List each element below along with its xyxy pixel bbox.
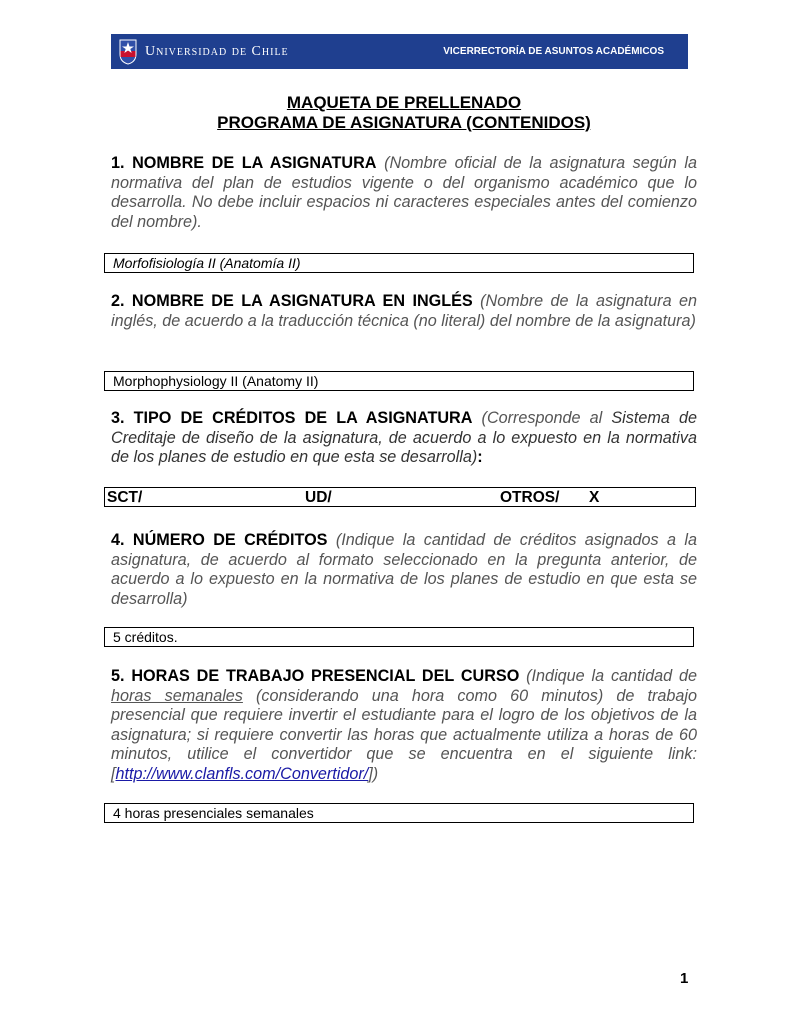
section-4-heading: 4. NÚMERO DE CRÉDITOS bbox=[111, 531, 328, 549]
section-3-note-a: (Corresponde al bbox=[472, 409, 603, 427]
section-5-note-a: (Indique la cantidad de bbox=[519, 667, 697, 685]
page-title bbox=[111, 93, 697, 133]
section-4-note: (Indique la cantidad de créditos asignados a la asignatura, de acuerdo al formato seleccionado en la pregunta anterior, de acuerdo a lo expuesto en la normativa de los planes de estudio en que esta se desarrolla) bbox=[111, 531, 697, 608]
subject-name-field bbox=[104, 253, 694, 273]
section-1-heading: 1. NOMBRE DE LA ASIGNATURA bbox=[111, 154, 377, 172]
section-1-note: (Nombre oficial de la asignatura según la normativa del plan de estudios vigente o del organismo académico que lo desarrolla. No debe incluir espacios ni caracteres especiales antes del comienzo del nombre). bbox=[111, 154, 697, 231]
header-banner bbox=[111, 34, 688, 69]
section-1 bbox=[111, 154, 697, 232]
converter-link[interactable]: http://www.clanfls.com/Convertidor/ bbox=[115, 764, 369, 783]
section-5-heading: 5. HORAS DE TRABAJO PRESENCIAL DEL CURSO bbox=[111, 667, 520, 685]
section-2-note: (Nombre de la asignatura en inglés, de acuerdo a la traducción técnica (no literal) del nombre de la asignatura) bbox=[111, 292, 698, 330]
page-number: 1 bbox=[680, 970, 689, 987]
university-crest-icon bbox=[119, 39, 137, 65]
credit-ud: UD/ bbox=[305, 489, 332, 506]
credit-selected-mark: X bbox=[589, 489, 600, 506]
section-5-note-c: ]) bbox=[368, 764, 379, 783]
hours-field bbox=[104, 803, 694, 823]
hours-value: 4 horas presenciales semanales bbox=[113, 805, 314, 821]
subject-name-value: Morfofisiología II (Anatomía II) bbox=[113, 255, 301, 271]
section-5 bbox=[111, 667, 697, 784]
title-line-2: PROGRAMA DE ASIGNATURA (CONTENIDOS) bbox=[217, 113, 591, 132]
office-name: VICERRECTORÍA DE ASUNTOS ACADÉMICOS bbox=[443, 46, 664, 57]
title-line-1: MAQUETA DE PRELLENADO bbox=[286, 93, 522, 112]
credit-type-field bbox=[104, 487, 696, 507]
credits-value: 5 créditos. bbox=[113, 629, 178, 645]
section-3 bbox=[111, 409, 697, 468]
credits-field bbox=[104, 627, 694, 647]
section-5-note-underlined: horas semanales bbox=[111, 686, 243, 705]
section-5-note-b: (considerando una hora como 60 minutos) de trabajo presencial que requiere invertir el estudiante para el logro de los objetivos de la asignatura; si requiere convertir las horas que actualmente utiliza a horas de 60 minutos, utilice el convertidor que se encuentra en el siguiente link: [ bbox=[111, 686, 697, 783]
section-2 bbox=[111, 292, 697, 331]
section-4 bbox=[111, 531, 697, 609]
english-name-value: Morphophysiology II (Anatomy II) bbox=[113, 373, 319, 389]
credit-sct: SCT/ bbox=[107, 489, 143, 506]
university-name: Universidad de Chile bbox=[145, 43, 289, 59]
section-2-heading: 2. NOMBRE DE LA ASIGNATURA EN INGLÉS bbox=[111, 292, 473, 310]
credit-otros: OTROS/ bbox=[500, 489, 560, 506]
section-3-note-b: Sistema de Creditaje de diseño de la asignatura, de acuerdo a lo expuesto en la normativa de los planes de estudio en que esta se desarrolla) bbox=[111, 409, 697, 466]
english-name-field bbox=[104, 371, 694, 391]
section-3-colon: : bbox=[477, 448, 483, 466]
section-3-heading: 3. TIPO DE CRÉDITOS DE LA ASIGNATURA bbox=[111, 409, 473, 427]
